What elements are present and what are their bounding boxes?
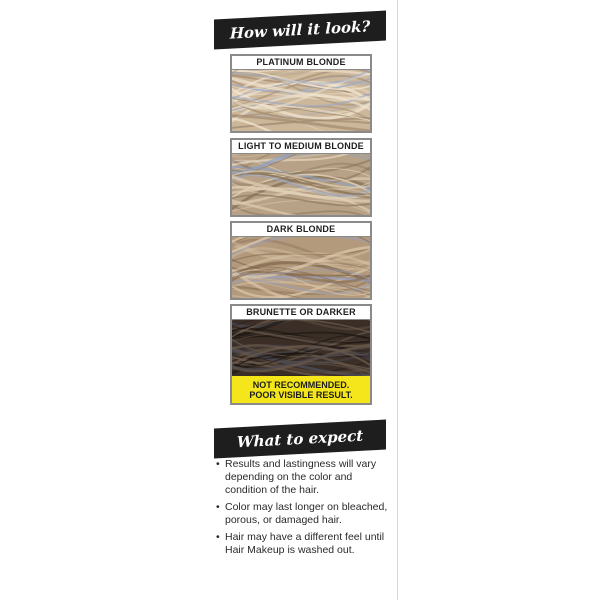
- how-will-it-look-title: How will it look?: [229, 17, 371, 43]
- swatch-light-to-medium-blonde: [230, 138, 372, 217]
- swatch-label: LIGHT TO MEDIUM BLONDE: [238, 141, 364, 151]
- hair-swatch-image: [232, 153, 370, 215]
- hair-texture-graphic: [232, 154, 370, 215]
- hair-texture-graphic: [232, 320, 370, 376]
- swatch-label: DARK BLONDE: [266, 224, 336, 234]
- what-to-expect-title: What to expect: [236, 426, 364, 452]
- list-item: • Results and lastingness will vary depending on the color and condition of the hair.: [216, 458, 394, 497]
- swatch-label: BRUNETTE OR DARKER: [246, 307, 356, 317]
- hair-swatch-image: [232, 69, 370, 131]
- list-item: • Color may last longer on bleached, porous, or damaged hair.: [216, 501, 394, 527]
- warning-line-2: POOR VISIBLE RESULT.: [249, 390, 353, 400]
- swatch-dark-blonde: [230, 221, 372, 300]
- swatch-platinum-blonde: [230, 54, 372, 133]
- how-will-it-look-banner: [214, 10, 386, 49]
- what-to-expect-banner: [214, 419, 386, 458]
- expectations-list: [216, 458, 394, 561]
- vertical-divider: [397, 0, 398, 600]
- list-item: • Hair may have a different feel until Hair Makeup is washed out.: [216, 531, 394, 557]
- hair-texture-graphic: [232, 237, 370, 298]
- swatch-label: PLATINUM BLONDE: [256, 57, 346, 67]
- hair-swatch-image: [232, 236, 370, 298]
- hair-texture-graphic: [232, 70, 370, 131]
- hair-swatch-image: [232, 319, 370, 376]
- not-recommended-warning: [232, 376, 370, 403]
- swatch-brunette-or-darker: [230, 304, 372, 405]
- warning-line-1: NOT RECOMMENDED.: [252, 380, 350, 390]
